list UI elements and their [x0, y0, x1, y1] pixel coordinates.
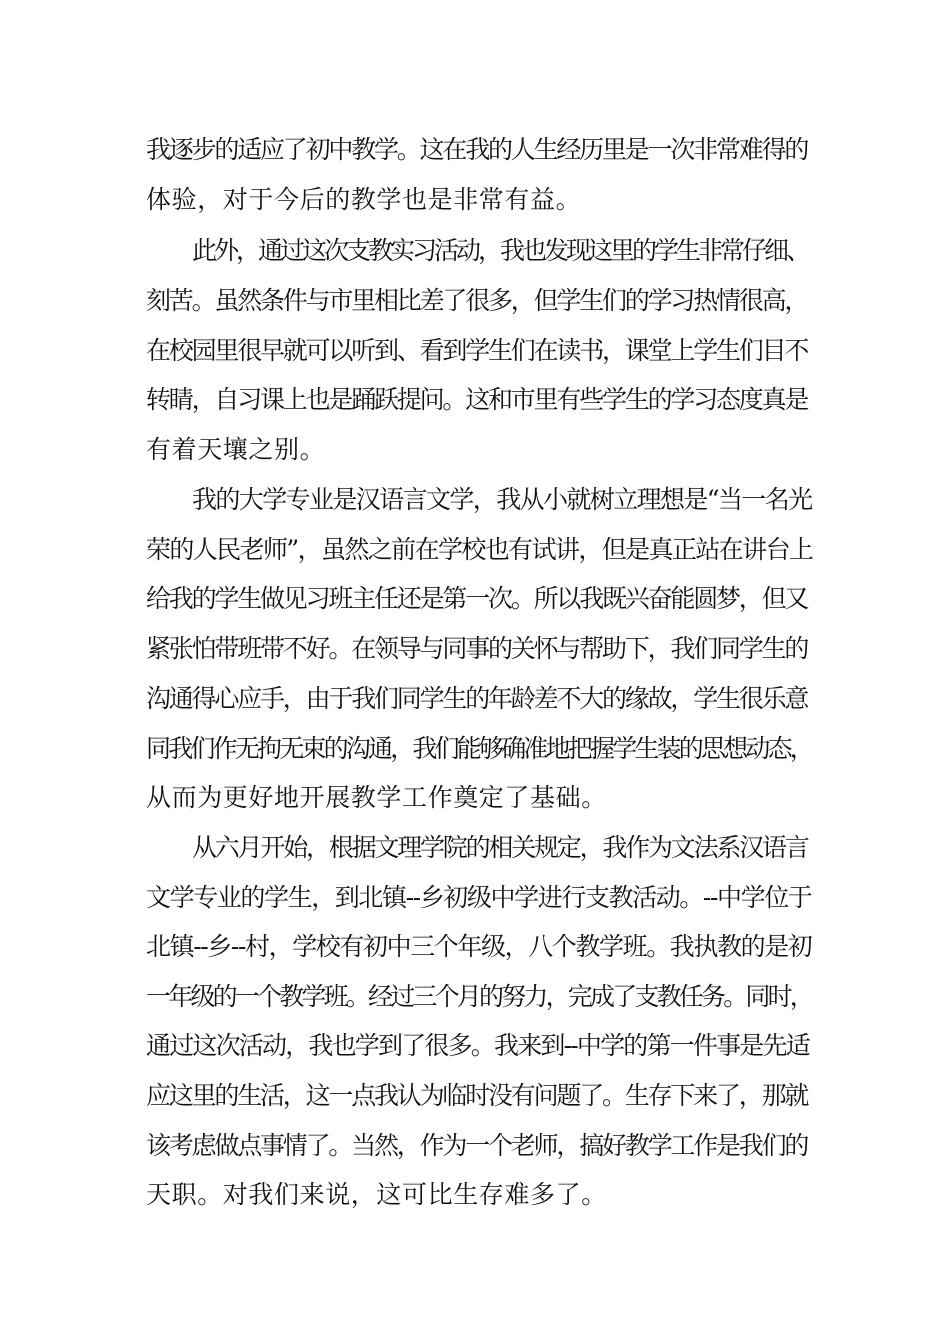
- paragraph-4-line-4: 一年级的一个教学班。经过三个月的努力，完成了支教任务。同时，: [146, 982, 813, 1011]
- paragraph-2-line-2: 刻苦。虽然条件与市里相比差了很多，但学生们的学习热情很高，: [146, 286, 808, 315]
- paragraph-3-line-1: 我的大学专业是汉语言文学，我从小就树立理想是“当一名光: [192, 485, 812, 514]
- paragraph-2-line-1: 此外，通过这次支教实习活动，我也发现这里的学生非常仔细、: [192, 236, 809, 265]
- paragraph-4-line-1: 从六月开始，根据文理学院的相关规定，我作为文法系汉语言: [192, 833, 808, 862]
- paragraph-3-line-5: 沟通得心应手，由于我们同学生的年龄差不大的缘故，学生很乐意: [146, 684, 808, 713]
- paragraph-2-line-5: 有着天壤之别。: [146, 435, 326, 464]
- paragraph-2-line-3: 在校园里很早就可以听到、看到学生们在读书，课堂上学生们目不: [146, 336, 808, 365]
- paragraph-3-line-3: 给我的学生做见习班主任还是第一次。所以我既兴奋能圆梦，但又: [146, 584, 808, 613]
- paragraph-4-line-3: 北镇--乡--村，学校有初中三个年级，八个教学班。我执教的是初: [146, 932, 812, 961]
- paragraph-4-line-6: 应这里的生活，这一点我认为临时没有问题了。生存下来了，那就: [146, 1081, 808, 1110]
- paragraph-4-line-7: 该考虑做点事情了。当然，作为一个老师，搞好教学工作是我们的: [146, 1131, 808, 1160]
- paragraph-1-line-1: 我逐步的适应了初中教学。这在我的人生经历里是一次非常难得的: [146, 135, 808, 164]
- paragraph-4-line-8: 天职。对我们来说，这可比生存难多了。: [146, 1180, 607, 1209]
- paragraph-4-line-5: 通过这次活动，我也学到了很多。我来到--中学的第一件事是先适: [146, 1031, 809, 1060]
- paragraph-3-line-2: 荣的人民老师”，虽然之前在学校也有试讲，但是真正站在讲台上: [146, 535, 813, 564]
- paragraph-3-line-7: 从而为更好地开展教学工作奠定了基础。: [146, 783, 607, 812]
- paragraph-3-line-6: 同我们作无拘无束的沟通，我们能够确准地把握学生装的思想动态，: [146, 734, 813, 763]
- paragraph-1-line-2: 体验，对于今后的教学也是非常有益。: [146, 185, 582, 214]
- paragraph-2-line-4: 转睛，自习课上也是踊跃提问。这和市里有些学生的学习态度真是: [146, 385, 808, 414]
- paragraph-4-line-2: 文学专业的学生，到北镇--乡初级中学进行支教活动。--中学位于: [146, 883, 812, 912]
- paragraph-3-line-4: 紧张怕带班带不好。在领导与同事的关怀与帮助下，我们同学生的: [146, 634, 808, 663]
